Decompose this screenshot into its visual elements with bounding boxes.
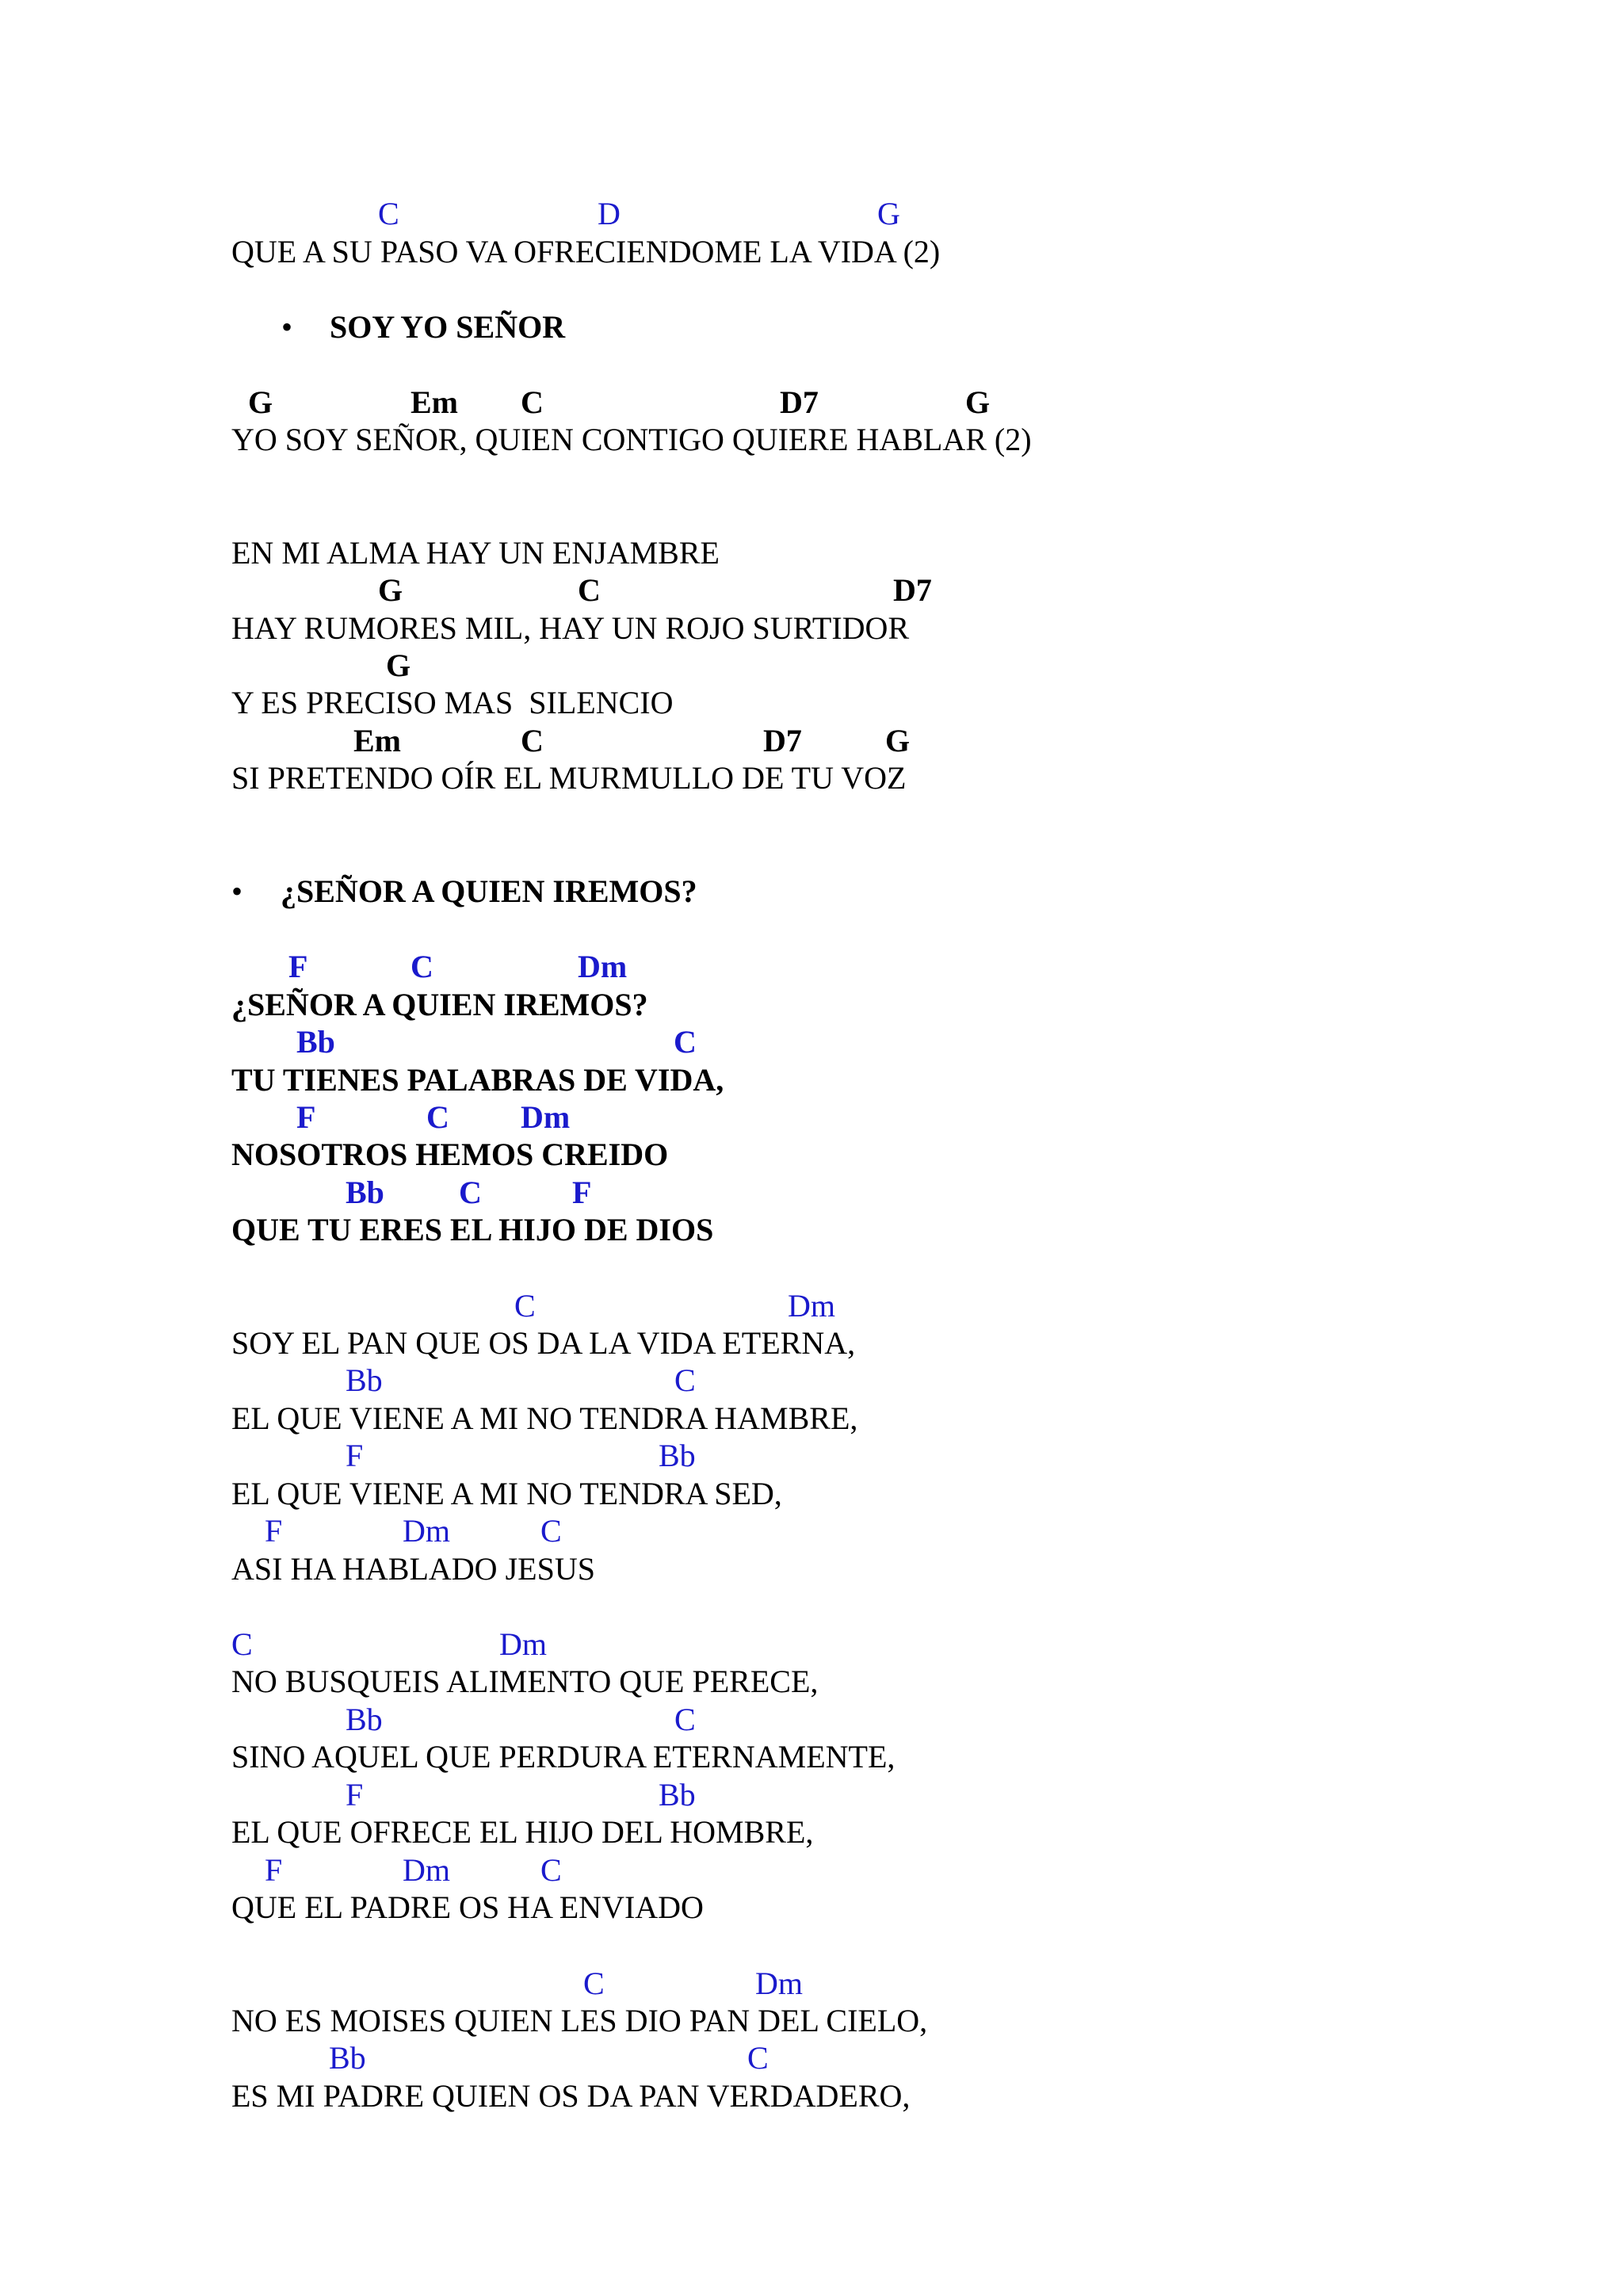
chord: F (296, 1099, 316, 1135)
chord: D7 (780, 384, 819, 420)
chord: C (583, 1966, 605, 2001)
lyric-line: EL QUE VIENE A MI NO TENDRA SED, (231, 1476, 782, 1511)
section-heading: SOY YO SEÑOR (330, 309, 566, 345)
chord: G (885, 723, 911, 758)
chord: G (965, 384, 991, 420)
lyric-line: ¿SEÑOR A QUIEN IREMOS? (231, 987, 648, 1022)
chord: Dm (403, 1852, 450, 1888)
chord: C (378, 196, 399, 231)
lyric-line: YO SOY SEÑOR, QUIEN CONTIGO QUIERE HABLAR (2) (231, 422, 1032, 457)
chord: Bb (346, 1175, 384, 1210)
chord: G (877, 196, 900, 231)
chord: F (572, 1175, 592, 1210)
section-heading: ¿SEÑOR A QUIEN IREMOS? (281, 873, 697, 909)
lyric-line: SOY EL PAN QUE OS DA LA VIDA ETERNA, (231, 1325, 856, 1361)
chord: F (288, 949, 308, 984)
lyric-line: SINO AQUEL QUE PERDURA ETERNAMENTE, (231, 1739, 896, 1775)
chord: Em (353, 723, 401, 758)
lyric-line: NOSOTROS HEMOS CREIDO (231, 1137, 669, 1172)
chord: C (231, 1626, 253, 1662)
chord: C (674, 1362, 696, 1398)
chord: Bb (329, 2040, 366, 2076)
chord: C (411, 949, 433, 984)
chord: G (386, 648, 411, 683)
chord: Dm (403, 1513, 450, 1549)
bullet-icon: • (231, 873, 243, 909)
chord: D7 (893, 572, 932, 608)
chord: Bb (296, 1024, 335, 1060)
lyric-line: EL QUE VIENE A MI NO TENDRA HAMBRE, (231, 1400, 858, 1436)
lyric-line: NO ES MOISES QUIEN LES DIO PAN DEL CIELO, (231, 2003, 928, 2038)
chord: C (540, 1513, 562, 1549)
chord: Bb (659, 1438, 696, 1473)
chord: Bb (659, 1777, 696, 1813)
chord: G (248, 384, 273, 420)
lyric-line: QUE A SU PASO VA OFRECIENDOME LA VIDA (2) (231, 234, 941, 269)
chord: Dm (755, 1966, 803, 2001)
chord: F (265, 1513, 283, 1549)
chord: Dm (499, 1626, 547, 1662)
lyric-line: SI PRETENDO OÍR EL MURMULLO DE TU VOZ (231, 760, 907, 796)
chord: C (521, 723, 544, 758)
lyric-line: EN MI ALMA HAY UN ENJAMBRE (231, 535, 720, 571)
chord: G (378, 572, 403, 608)
chord: C (674, 1024, 697, 1060)
lyric-line: QUE TU ERES EL HIJO DE DIOS (231, 1212, 714, 1247)
chord: Em (411, 384, 458, 420)
chord: C (540, 1852, 562, 1888)
bullet-icon: • (281, 309, 293, 345)
chord: Bb (346, 1362, 383, 1398)
chord: C (514, 1288, 536, 1324)
chord: F (346, 1777, 364, 1813)
chord: C (747, 2040, 769, 2076)
chord: F (265, 1852, 283, 1888)
chord: F (346, 1438, 364, 1473)
lyric-line: Y ES PRECISO MAS SILENCIO (231, 685, 674, 720)
lyric-line: EL QUE OFRECE EL HIJO DEL HOMBRE, (231, 1814, 814, 1850)
chord: D (598, 196, 621, 231)
lyric-line: ES MI PADRE QUIEN OS DA PAN VERDADERO, (231, 2078, 911, 2114)
chord: C (459, 1175, 482, 1210)
chord: C (426, 1099, 449, 1135)
lyric-line: TU TIENES PALABRAS DE VIDA, (231, 1062, 724, 1098)
chord: Dm (521, 1099, 571, 1135)
lyric-line: ASI HA HABLADO JESUS (231, 1551, 595, 1587)
chord: C (521, 384, 544, 420)
chord: C (674, 1702, 696, 1737)
chord: D7 (763, 723, 802, 758)
lyric-line: NO BUSQUEIS ALIMENTO QUE PERECE, (231, 1664, 819, 1699)
chord: Bb (346, 1702, 383, 1737)
chord: Dm (788, 1288, 835, 1324)
lyric-line: HAY RUMORES MIL, HAY UN ROJO SURTIDOR (231, 610, 910, 646)
lyric-line: QUE EL PADRE OS HA ENVIADO (231, 1889, 704, 1925)
chord: Dm (578, 949, 628, 984)
chord: C (578, 572, 601, 608)
